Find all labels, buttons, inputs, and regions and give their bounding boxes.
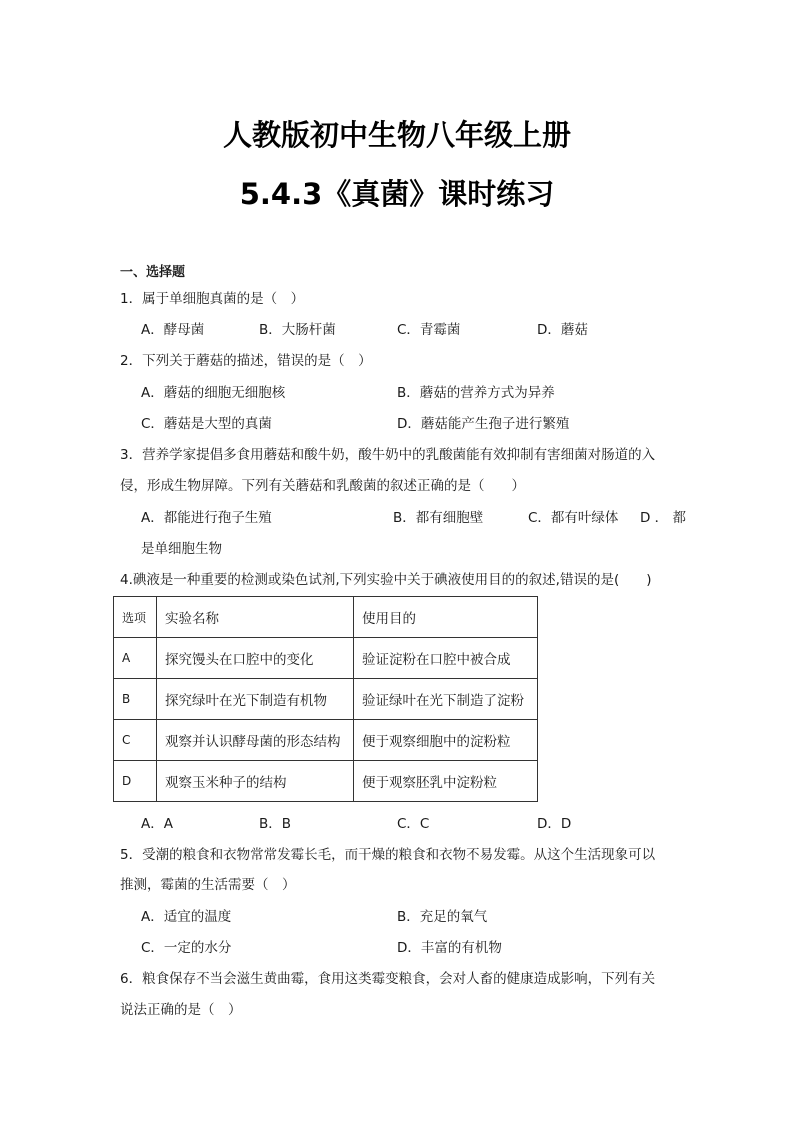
table-header-cell: 使用目的 — [354, 597, 538, 638]
table-cell: B — [114, 679, 157, 720]
q2-option-c: C．蘑菇是大型的真菌 — [141, 416, 272, 432]
table-cell: 探究绿叶在光下制造有机物 — [157, 679, 354, 720]
table-cell: A — [114, 638, 157, 679]
q4-option-d: D．D — [537, 816, 572, 832]
section-heading: 一、选择题 — [120, 265, 186, 280]
table-header-cell: 选项 — [114, 597, 157, 638]
question-3-stem-line-1: 3．营养学家提倡多食用蘑菇和酸牛奶，酸牛奶中的乳酸菌能有效抑制有害细菌对肠道的入 — [120, 447, 656, 463]
table-row — [114, 679, 538, 720]
question-4-stem: 4.碘液是一种重要的检测或染色试剂,下列实验中关于碘液使用目的的叙述,错误的是( ) — [120, 572, 652, 588]
table-cell: 探究馒头在口腔中的变化 — [157, 638, 354, 679]
page-title: 人教版初中生物八年级上册 — [222, 118, 571, 152]
q5-option-b: B．充足的氧气 — [397, 909, 488, 925]
q3-option-d: D ． 都 — [640, 510, 686, 526]
table-header-row — [114, 597, 538, 638]
q4-option-a: A．A — [141, 816, 173, 832]
q5-option-c: C．一定的水分 — [141, 940, 232, 956]
q1-option-c: C．青霉菌 — [397, 322, 461, 338]
page-subtitle: 5.4.3《真菌》课时练习 — [239, 177, 555, 211]
q1-option-a: A．酵母菌 — [141, 322, 205, 338]
q1-option-b: B．大肠杆菌 — [259, 322, 336, 338]
table-row — [114, 638, 538, 679]
table-row — [114, 761, 538, 802]
q2-option-b: B．蘑菇的营养方式为异养 — [397, 385, 555, 401]
question-1-stem: 1．属于单细胞真菌的是（ ） — [120, 291, 305, 307]
table-cell: 便于观察胚乳中淀粉粒 — [354, 761, 538, 802]
question-2-stem: 2．下列关于蘑菇的描述，错误的是（ ） — [120, 353, 372, 369]
q2-option-d: D．蘑菇能产生孢子进行繁殖 — [397, 416, 570, 432]
q5-option-d: D．丰富的有机物 — [397, 940, 502, 956]
question-3-stem-line-2: 侵，形成生物屏障。下列有关蘑菇和乳酸菌的叙述正确的是（ ） — [120, 478, 525, 494]
q3-option-b: B．都有细胞壁 — [393, 510, 484, 526]
iodine-experiment-table — [113, 596, 538, 802]
table-cell: D — [114, 761, 157, 802]
table-cell: C — [114, 720, 157, 761]
table-cell: 观察玉米种子的结构 — [157, 761, 354, 802]
q3-option-a: A．都能进行孢子生殖 — [141, 510, 272, 526]
q3-option-d-continued: 是单细胞生物 — [141, 541, 222, 557]
table-row — [114, 720, 538, 761]
question-5-stem-line-1: 5．受潮的粮食和衣物常常发霉长毛，而干燥的粮食和衣物不易发霉。从这个生活现象可以 — [120, 847, 656, 863]
q3-option-c: C．都有叶绿体 — [528, 510, 619, 526]
question-6-stem-line-2: 说法正确的是（ ） — [120, 1002, 242, 1018]
table-header-cell: 实验名称 — [157, 597, 354, 638]
q5-option-a: A．适宜的温度 — [141, 909, 232, 925]
table-cell: 便于观察细胞中的淀粉粒 — [354, 720, 538, 761]
question-5-stem-line-2: 推测，霉菌的生活需要（ ） — [120, 877, 296, 893]
q2-option-a: A．蘑菇的细胞无细胞核 — [141, 385, 286, 401]
q1-option-d: D．蘑菇 — [537, 322, 588, 338]
table-cell: 验证绿叶在光下制造了淀粉 — [354, 679, 538, 720]
table-cell: 验证淀粉在口腔中被合成 — [354, 638, 538, 679]
q4-option-b: B．B — [259, 816, 292, 832]
question-6-stem-line-1: 6．粮食保存不当会滋生黄曲霉，食用这类霉变粮食，会对人畜的健康造成影响，下列有关 — [120, 971, 656, 987]
q4-option-c: C．C — [397, 816, 430, 832]
table-cell: 观察并认识酵母菌的形态结构 — [157, 720, 354, 761]
